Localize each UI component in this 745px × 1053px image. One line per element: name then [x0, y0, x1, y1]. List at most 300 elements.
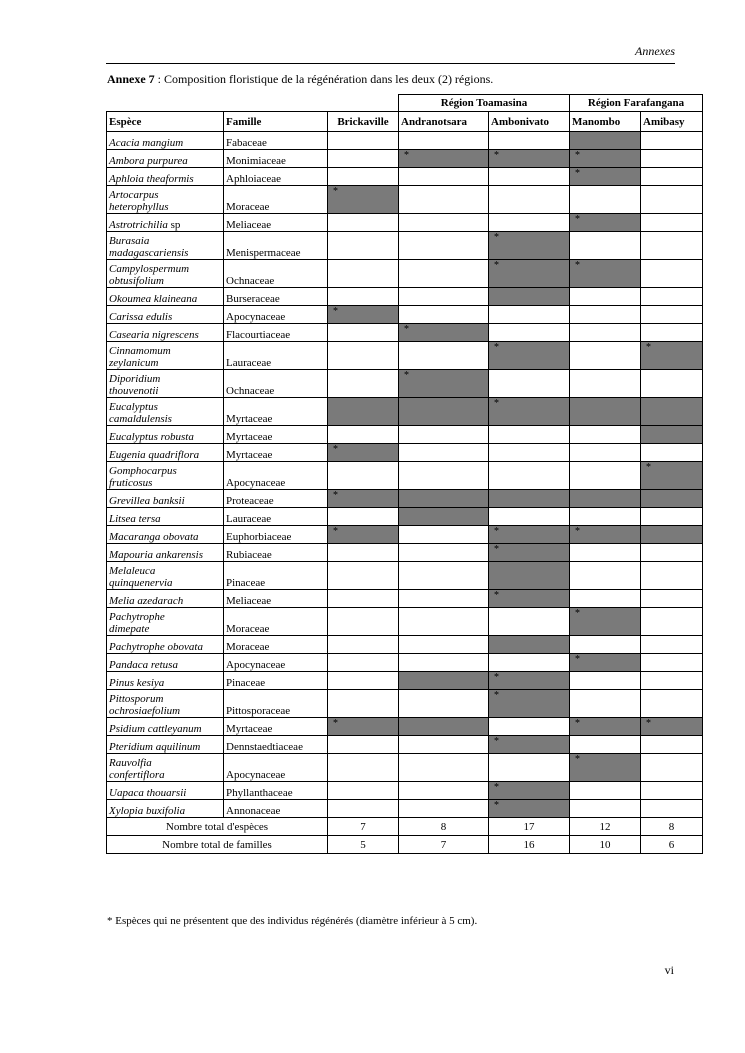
presence-cell	[489, 288, 570, 306]
presence-cell: *	[328, 444, 399, 462]
species-name: dimepate	[109, 623, 150, 635]
presence-cell	[570, 398, 641, 426]
table-row	[107, 214, 703, 232]
presence-cell	[489, 186, 570, 214]
family-cell: Moraceae	[224, 636, 328, 654]
presence-cell: *	[328, 718, 399, 736]
footnote: * Espèces qui ne présentent que des individus régénérés (diamètre inférieur à 5 cm).	[107, 915, 478, 927]
presence-cell: *	[489, 150, 570, 168]
family-cell: Lauraceae	[224, 508, 328, 526]
species-name: madagascariensis	[109, 247, 189, 259]
presence-cell	[570, 288, 641, 306]
presence-cell	[328, 562, 399, 590]
presence-cell	[641, 370, 703, 398]
presence-cell	[489, 214, 570, 232]
presence-cell	[489, 508, 570, 526]
presence-cell	[641, 398, 703, 426]
table-row	[107, 342, 703, 370]
presence-cell	[641, 526, 703, 544]
col-header-espece: Espèce	[107, 112, 224, 132]
presence-cell	[570, 462, 641, 490]
family-cell: Meliaceae	[224, 590, 328, 608]
page-number: vi	[664, 963, 674, 977]
table-row	[107, 754, 703, 782]
presence-cell	[328, 260, 399, 288]
presence-cell	[489, 370, 570, 398]
presence-cell	[328, 654, 399, 672]
presence-cell	[641, 608, 703, 636]
presence-cell	[489, 462, 570, 490]
caption-text: : Composition floristique de la régénération dans les deux (2) régions.	[154, 72, 494, 86]
table-row	[107, 736, 703, 754]
presence-cell	[641, 288, 703, 306]
presence-cell: *	[489, 672, 570, 690]
presence-cell	[641, 306, 703, 324]
blank-corner	[107, 95, 399, 112]
presence-cell	[399, 342, 489, 370]
species-name: Eucalyptus	[109, 401, 158, 413]
species-name: Pandaca retusa	[109, 659, 178, 671]
presence-cell	[399, 562, 489, 590]
family-cell: Apocynaceae	[224, 462, 328, 490]
region-farafangana-header: Région Farafangana	[570, 95, 703, 112]
presence-cell: *	[570, 718, 641, 736]
family-cell: Euphorbiaceae	[224, 526, 328, 544]
col-header-manombo: Manombo	[570, 112, 641, 132]
presence-cell	[328, 370, 399, 398]
presence-cell	[641, 150, 703, 168]
presence-cell	[328, 636, 399, 654]
species-name: Cinnamomum	[109, 345, 171, 357]
table-row	[107, 562, 703, 590]
presence-cell	[570, 590, 641, 608]
family-cell: Monimiaceae	[224, 150, 328, 168]
presence-cell	[399, 132, 489, 150]
species-name: Grevillea banksii	[109, 495, 185, 507]
totals-value: 8	[399, 818, 489, 836]
totals-value: 17	[489, 818, 570, 836]
species-cell	[107, 306, 224, 324]
species-cell	[107, 636, 224, 654]
presence-cell	[328, 462, 399, 490]
presence-cell	[399, 398, 489, 426]
presence-cell	[570, 232, 641, 260]
presence-cell	[641, 562, 703, 590]
presence-cell	[489, 718, 570, 736]
species-name: Pachytrophe obovata	[109, 641, 203, 653]
header-rule	[106, 63, 675, 64]
species-name: Casearia nigrescens	[109, 329, 199, 341]
table-row	[107, 462, 703, 490]
presence-cell	[489, 132, 570, 150]
family-cell: Lauraceae	[224, 342, 328, 370]
species-name: Carissa edulis	[109, 311, 173, 323]
species-name: Acacia mangium	[109, 137, 184, 149]
family-cell: Ochnaceae	[224, 370, 328, 398]
species-cell	[107, 426, 224, 444]
species-name: ochrosiaefolium	[109, 705, 181, 717]
presence-cell	[328, 398, 399, 426]
table-row	[107, 288, 703, 306]
presence-cell	[641, 754, 703, 782]
species-cell	[107, 260, 224, 288]
table-row	[107, 636, 703, 654]
presence-cell: *	[489, 260, 570, 288]
species-name: Astrotrichilia	[109, 219, 168, 231]
presence-cell	[570, 544, 641, 562]
species-name: Diporidium	[109, 373, 161, 385]
presence-cell	[570, 636, 641, 654]
species-name: Uapaca thouarsii	[109, 787, 187, 799]
presence-cell	[489, 562, 570, 590]
species-cell	[107, 526, 224, 544]
presence-cell	[399, 544, 489, 562]
table-row	[107, 526, 703, 544]
presence-cell: *	[489, 544, 570, 562]
col-header-amibasy: Amibasy	[641, 112, 703, 132]
presence-cell: *	[489, 590, 570, 608]
presence-cell: *	[489, 736, 570, 754]
family-cell: Fabaceae	[224, 132, 328, 150]
family-cell: Flacourtiaceae	[224, 324, 328, 342]
species-name: Pinus kesiya	[109, 677, 165, 689]
presence-cell	[641, 214, 703, 232]
presence-cell: *	[570, 168, 641, 186]
totals-value: 6	[641, 836, 703, 854]
region-toamasina-header: Région Toamasina	[399, 95, 570, 112]
family-cell: Ochnaceae	[224, 260, 328, 288]
species-name: heterophyllus	[109, 201, 169, 213]
presence-cell	[570, 132, 641, 150]
presence-cell: *	[570, 260, 641, 288]
presence-cell	[399, 690, 489, 718]
species-cell	[107, 462, 224, 490]
presence-cell	[570, 444, 641, 462]
presence-cell: *	[489, 398, 570, 426]
presence-cell	[399, 288, 489, 306]
family-cell: Myrtaceae	[224, 426, 328, 444]
species-name: Aphloia theaformis	[109, 173, 194, 185]
family-cell: Phyllanthaceae	[224, 782, 328, 800]
presence-cell	[399, 260, 489, 288]
presence-cell	[641, 168, 703, 186]
table-row	[107, 490, 703, 508]
species-name: Gomphocarpus	[109, 465, 177, 477]
species-cell	[107, 324, 224, 342]
presence-cell	[641, 544, 703, 562]
presence-cell	[328, 168, 399, 186]
species-cell	[107, 132, 224, 150]
species-name: Pittosporum	[109, 693, 164, 705]
species-name: camaldulensis	[109, 413, 172, 425]
species-cell	[107, 544, 224, 562]
presence-cell	[489, 754, 570, 782]
presence-cell	[399, 672, 489, 690]
presence-cell	[399, 444, 489, 462]
presence-cell: *	[570, 214, 641, 232]
species-cell	[107, 288, 224, 306]
presence-cell: *	[328, 186, 399, 214]
species-name: obtusifolium	[109, 275, 165, 287]
family-cell: Pinaceae	[224, 672, 328, 690]
totals-value: 7	[328, 818, 399, 836]
totals-row	[107, 836, 703, 854]
presence-cell	[570, 800, 641, 818]
species-name: Melia azedarach	[109, 595, 184, 607]
presence-cell	[328, 426, 399, 444]
presence-cell: *	[570, 608, 641, 636]
presence-cell	[570, 782, 641, 800]
table-row	[107, 150, 703, 168]
presence-cell	[399, 800, 489, 818]
table-row	[107, 306, 703, 324]
presence-cell	[641, 590, 703, 608]
presence-cell	[328, 672, 399, 690]
table-row	[107, 186, 703, 214]
species-name: Melaleuca	[109, 565, 156, 577]
species-suffix: sp	[167, 219, 181, 231]
presence-cell	[399, 306, 489, 324]
species-name: Campylospermum	[109, 263, 190, 275]
presence-cell	[328, 324, 399, 342]
species-name: confertiflora	[109, 769, 165, 781]
presence-cell	[328, 800, 399, 818]
table-row	[107, 444, 703, 462]
presence-cell	[489, 324, 570, 342]
species-name: Rauvolfia	[109, 757, 152, 769]
table-row	[107, 654, 703, 672]
presence-cell	[641, 426, 703, 444]
presence-cell: *	[570, 654, 641, 672]
table-row	[107, 544, 703, 562]
presence-cell	[399, 608, 489, 636]
presence-cell	[489, 426, 570, 444]
presence-cell	[328, 150, 399, 168]
table-row	[107, 426, 703, 444]
presence-cell: *	[399, 324, 489, 342]
species-cell	[107, 562, 224, 590]
presence-cell	[489, 306, 570, 324]
presence-cell	[328, 214, 399, 232]
presence-cell	[641, 324, 703, 342]
presence-cell	[641, 654, 703, 672]
species-cell	[107, 590, 224, 608]
presence-cell: *	[489, 782, 570, 800]
species-name: Eucalyptus robusta	[109, 431, 194, 443]
presence-cell: *	[399, 150, 489, 168]
presence-cell	[328, 232, 399, 260]
species-name: Ambora purpurea	[109, 155, 188, 167]
species-cell	[107, 690, 224, 718]
table-row	[107, 690, 703, 718]
family-cell: Annonaceae	[224, 800, 328, 818]
presence-cell: *	[328, 490, 399, 508]
presence-cell	[328, 544, 399, 562]
presence-cell	[489, 444, 570, 462]
table-row	[107, 508, 703, 526]
species-name: thouvenotii	[109, 385, 159, 397]
presence-cell	[641, 444, 703, 462]
presence-cell: *	[641, 718, 703, 736]
table-row	[107, 260, 703, 288]
presence-cell	[641, 800, 703, 818]
family-cell: Rubiaceae	[224, 544, 328, 562]
presence-cell	[641, 260, 703, 288]
totals-value: 5	[328, 836, 399, 854]
family-cell: Dennstaedtiaceae	[224, 736, 328, 754]
presence-cell	[328, 132, 399, 150]
col-header-brickaville: Brickaville	[328, 112, 399, 132]
presence-cell	[399, 718, 489, 736]
family-cell: Myrtaceae	[224, 444, 328, 462]
presence-cell: *	[641, 462, 703, 490]
presence-cell	[399, 736, 489, 754]
family-cell: Myrtaceae	[224, 718, 328, 736]
table-row	[107, 672, 703, 690]
presence-cell	[641, 690, 703, 718]
presence-cell	[399, 526, 489, 544]
presence-cell	[399, 232, 489, 260]
species-cell	[107, 508, 224, 526]
species-name: Psidium cattleyanum	[109, 723, 202, 735]
presence-cell	[641, 782, 703, 800]
presence-cell	[570, 306, 641, 324]
species-cell	[107, 342, 224, 370]
totals-value: 12	[570, 818, 641, 836]
presence-cell	[399, 508, 489, 526]
species-cell	[107, 608, 224, 636]
presence-cell: *	[489, 342, 570, 370]
species-cell	[107, 736, 224, 754]
table-row	[107, 608, 703, 636]
species-cell	[107, 654, 224, 672]
presence-cell	[570, 508, 641, 526]
species-cell	[107, 168, 224, 186]
presence-cell	[328, 736, 399, 754]
species-name: quinquenervia	[109, 577, 173, 589]
presence-cell	[399, 754, 489, 782]
species-cell	[107, 444, 224, 462]
presence-cell	[328, 590, 399, 608]
presence-cell: *	[489, 800, 570, 818]
presence-cell	[399, 490, 489, 508]
table-row	[107, 168, 703, 186]
family-cell: Burseraceae	[224, 288, 328, 306]
presence-cell	[570, 562, 641, 590]
presence-cell: *	[570, 526, 641, 544]
family-cell: Moraceae	[224, 608, 328, 636]
presence-cell	[328, 754, 399, 782]
species-cell	[107, 672, 224, 690]
presence-cell	[489, 608, 570, 636]
presence-cell	[570, 490, 641, 508]
totals-label: Nombre total de familles	[107, 836, 328, 854]
presence-cell	[399, 590, 489, 608]
species-name: Pteridium aquilinum	[109, 741, 201, 753]
species-name: Burasaia	[109, 235, 150, 247]
floristic-table	[106, 94, 703, 854]
species-cell	[107, 186, 224, 214]
presence-cell	[489, 490, 570, 508]
presence-cell: *	[328, 526, 399, 544]
presence-cell	[399, 782, 489, 800]
species-cell	[107, 782, 224, 800]
presence-cell	[641, 132, 703, 150]
table-row	[107, 370, 703, 398]
species-cell	[107, 754, 224, 782]
presence-cell: *	[399, 370, 489, 398]
species-cell	[107, 370, 224, 398]
presence-cell	[328, 782, 399, 800]
presence-cell	[328, 508, 399, 526]
presence-cell: *	[641, 342, 703, 370]
presence-cell	[399, 214, 489, 232]
species-cell	[107, 150, 224, 168]
totals-value: 10	[570, 836, 641, 854]
table-row	[107, 800, 703, 818]
species-name: fruticosus	[109, 477, 153, 489]
family-cell: Myrtaceae	[224, 398, 328, 426]
family-cell: Proteaceae	[224, 490, 328, 508]
presence-cell	[570, 324, 641, 342]
species-name: Mapouria ankarensis	[109, 549, 204, 561]
presence-cell	[641, 736, 703, 754]
presence-cell	[399, 636, 489, 654]
species-name: Eugenia quadriflora	[109, 449, 200, 461]
family-cell: Menispermaceae	[224, 232, 328, 260]
table-body	[107, 132, 703, 854]
presence-cell	[489, 636, 570, 654]
presence-cell: *	[570, 754, 641, 782]
presence-cell	[328, 342, 399, 370]
presence-cell	[328, 608, 399, 636]
presence-cell	[641, 490, 703, 508]
table-row	[107, 232, 703, 260]
table-row	[107, 718, 703, 736]
presence-cell: *	[328, 306, 399, 324]
totals-row	[107, 818, 703, 836]
family-cell: Apocynaceae	[224, 306, 328, 324]
species-cell	[107, 800, 224, 818]
species-name: Macaranga obovata	[109, 531, 199, 543]
species-name: Okoumea klaineana	[109, 293, 198, 305]
presence-cell	[399, 186, 489, 214]
species-cell	[107, 490, 224, 508]
species-cell	[107, 214, 224, 232]
presence-cell	[489, 654, 570, 672]
family-cell: Aphloiaceae	[224, 168, 328, 186]
presence-cell: *	[570, 150, 641, 168]
family-cell: Apocynaceae	[224, 754, 328, 782]
presence-cell	[641, 672, 703, 690]
presence-cell	[399, 654, 489, 672]
presence-cell	[570, 370, 641, 398]
presence-cell	[570, 690, 641, 718]
presence-cell: *	[489, 526, 570, 544]
family-cell: Pittosporaceae	[224, 690, 328, 718]
presence-cell	[399, 462, 489, 490]
species-name: Pachytrophe	[109, 611, 165, 623]
presence-cell	[489, 168, 570, 186]
col-header-famille: Famille	[224, 112, 328, 132]
presence-cell	[328, 690, 399, 718]
totals-value: 8	[641, 818, 703, 836]
species-name: zeylanicum	[109, 357, 159, 369]
running-header: Annexes	[635, 44, 675, 58]
presence-cell: *	[489, 690, 570, 718]
family-cell: Moraceae	[224, 186, 328, 214]
species-cell	[107, 232, 224, 260]
